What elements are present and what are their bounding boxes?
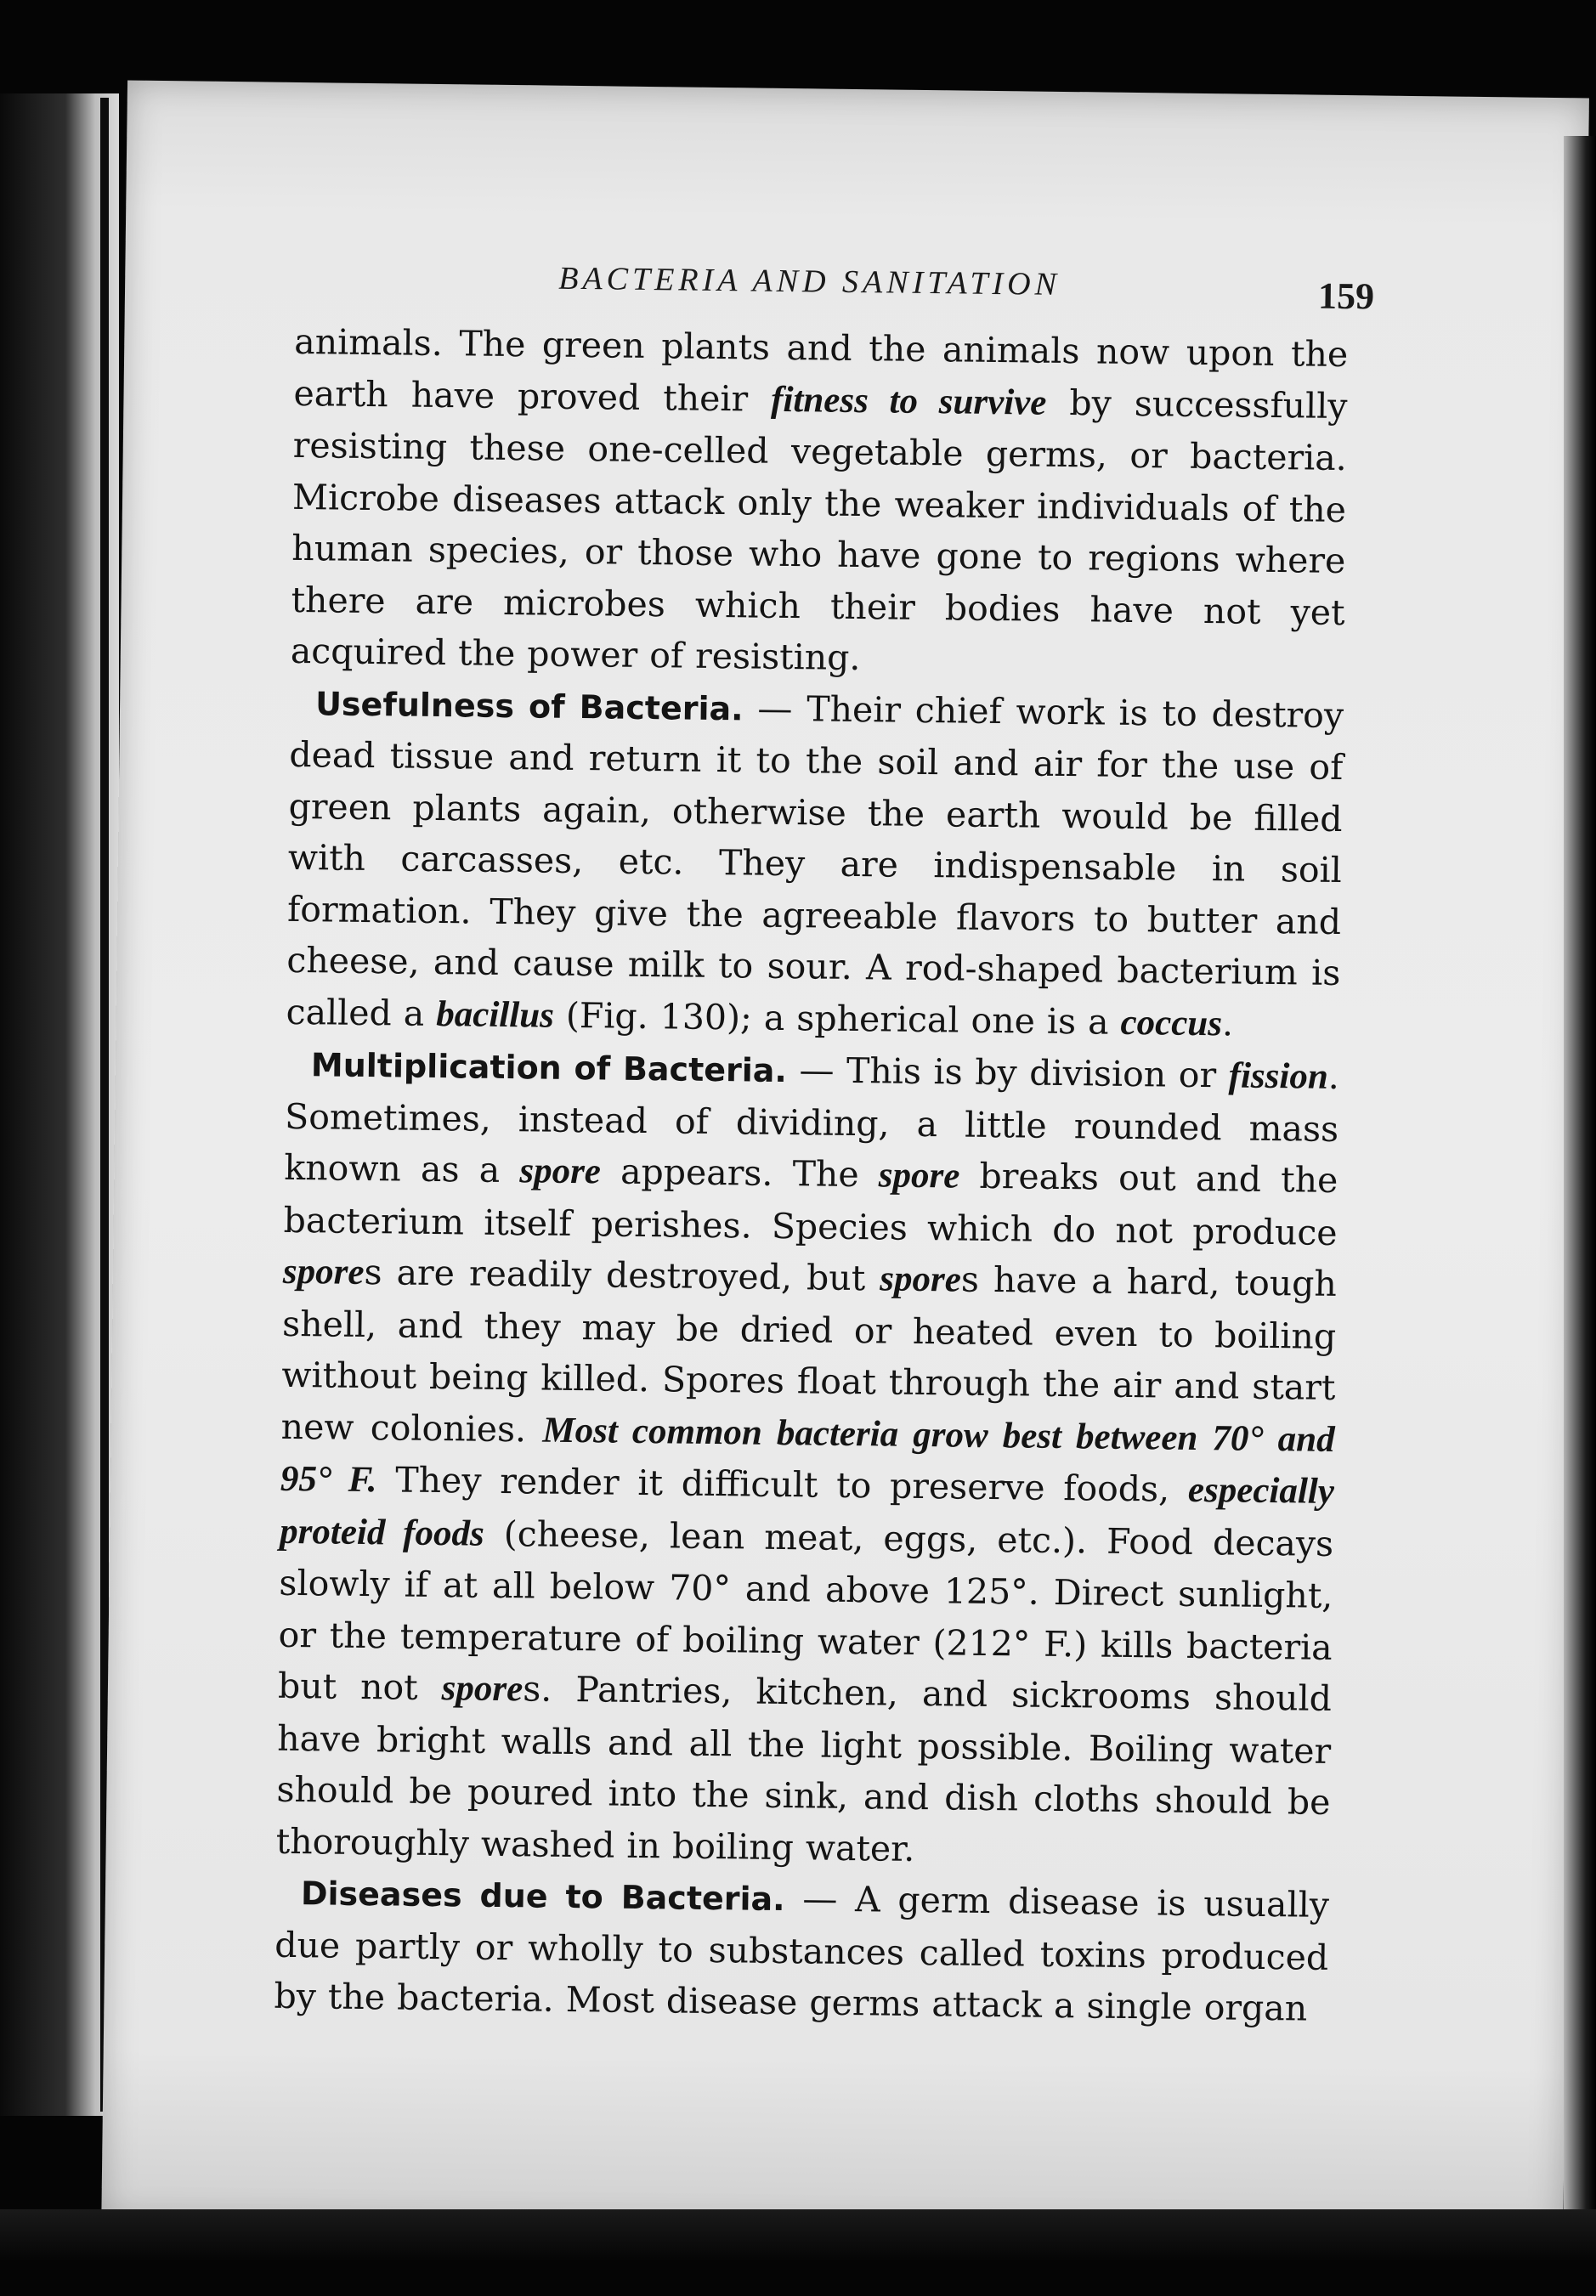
italic-term: coccus xyxy=(1120,1002,1223,1043)
page-sheet xyxy=(101,80,1589,2239)
section-heading-multiplication: Multiplication of Bacteria. xyxy=(310,1046,788,1090)
section-heading-diseases: Diseases due to Bacteria. xyxy=(300,1875,785,1919)
page-right-shadow xyxy=(1564,136,1596,2226)
italic-term: Most common bacteria grow best between 70° and 95° F. xyxy=(280,1410,1335,1501)
italic-term: fitness to survive xyxy=(770,379,1047,423)
paragraph-diseases xyxy=(274,1867,1329,2035)
page-text-block xyxy=(274,257,1375,2034)
paragraph-intro-text: animals. The green plants and the animals now upon the earth have proved their fitness to survive by successfully resisting these one-celled vegetable germs, or bacteria. Microbe diseases attack only the weaker individuals of the human species, or those who have gone to regions where there are microbes which their bodies have not yet acquired the power of resisting. xyxy=(290,320,1349,679)
italic-term: spore xyxy=(519,1151,602,1192)
running-head-title: BACTERIA AND SANITATION xyxy=(557,260,1061,303)
italic-term: bacillus xyxy=(436,993,555,1036)
section-heading-usefulness: Usefulness of Bacteria. xyxy=(314,684,744,727)
paragraph-intro xyxy=(291,316,1349,690)
italic-term: spore xyxy=(441,1668,524,1710)
paragraph-multiplication xyxy=(275,1038,1339,1880)
paragraph-usefulness xyxy=(286,676,1344,1051)
italic-term: spore xyxy=(880,1258,962,1300)
paragraph-multiplication-text: — This is by division or fission. Sometimes, instead of dividing, a little rounded mass known as a spore appears. The spore breaks out and the bacterium itself perishes. Species which do not produce spores are readily destroyed, but spores have a hard, tough shell, and they may be dried or heated even to boiling without being killed. Spores float through the air and start new colonies. Most common bacteria grow best between 70° and 95° F. They render it difficult to preserve foods, especially proteid foods (cheese, lean meat, eggs, etc.). Food decays slowly if at all below 70° and above 125°. Direct sunlight, or the temperature of boiling water (212° F.) kills bacteria but not spores. Pantries, kitchen, and sickrooms should have bright walls and all the light possible. Boiling water should be poured into the sink, and dish cloths should be thoroughly washed in boiling water. xyxy=(275,1049,1340,1869)
italic-term: fission xyxy=(1228,1055,1329,1097)
italic-term: especially proteid foods xyxy=(279,1469,1335,1554)
italic-term: spore xyxy=(878,1155,960,1196)
paragraph-usefulness-text: — Their chief work is to destroy dead tissue and return it to the soil and air for the use of green plants again, otherwise the earth would be filled with carcasses, etc. They are indispensable in soil formation. They give the agreeable flavors to butter and cheese, and cause milk to sour. A rod-shaped bacterium is called a bacillus (Fig. 130); a spherical one is a coccus. xyxy=(286,687,1344,1043)
italic-term: spore xyxy=(282,1251,365,1292)
page-number: 159 xyxy=(1317,274,1375,318)
page-bottom-shadow xyxy=(0,2209,1596,2296)
paragraph-diseases-text: — A germ disease is usually due partly or wholly to substances called toxins produced by the bacteria. Most disease germs attack a single organ xyxy=(274,1878,1330,2029)
